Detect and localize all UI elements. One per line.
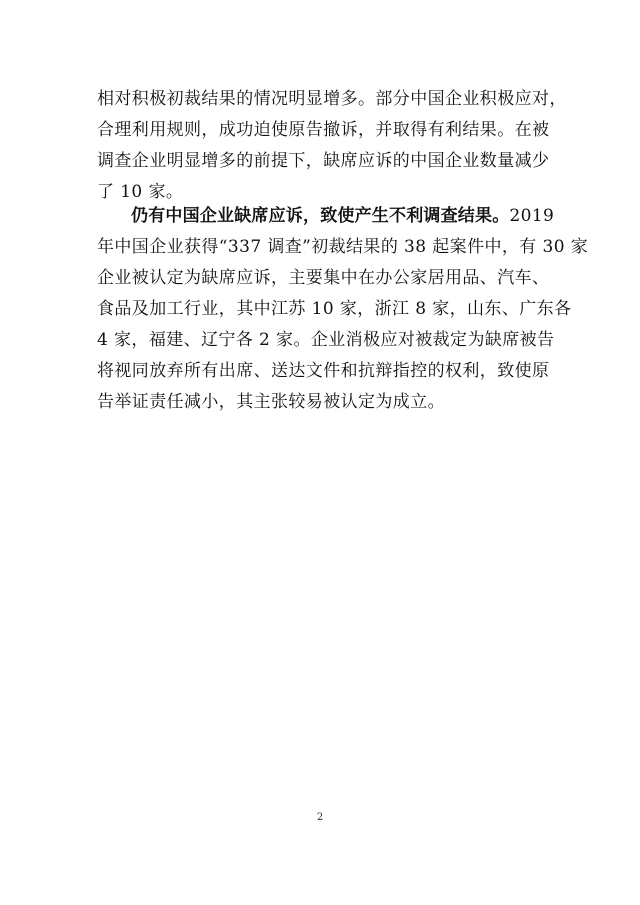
paragraph-line: 企业被认定为缺席应诉，主要集中在办公家居用品、汽车、 (97, 268, 550, 288)
paragraph-line: 合理利用规则，成功迫使原告撤诉，并取得有利结果。在被 (97, 120, 550, 140)
paragraph-line: 将视同放弃所有出席、送达文件和抗辩指控的权利，致使原 (97, 361, 550, 381)
paragraph-line-start: 2019 (509, 206, 555, 226)
paragraph-line: 调查企业明显增多的前提下，缺席应诉的中国企业数量减少 (97, 151, 550, 171)
paragraph-line: 告举证责任减小，其主张较易被认定为成立。 (97, 392, 445, 412)
paragraph-line: 了 10 家。 (97, 182, 184, 202)
paragraph-line: 年中国企业获得“337 调查”初裁结果的 38 起案件中，有 30 家 (97, 237, 589, 257)
paragraph-line: 4 家，福建、辽宁各 2 家。企业消极应对被裁定为缺席被告 (97, 330, 555, 350)
page-number: 2 (316, 812, 324, 823)
paragraph-line: 相对积极初裁结果的情况明显增多。部分中国企业积极应对， (97, 89, 567, 109)
paragraph-continued (97, 84, 567, 208)
paragraph-first-line (97, 201, 555, 232)
paragraph-line: 食品及加工行业，其中江苏 10 家，浙江 8 家，山东、广东各 (97, 299, 572, 319)
paragraph-absent-defense (97, 201, 589, 418)
paragraph-heading: 仍有中国企业缺席应诉，致使产生不利调查结果。 (131, 206, 510, 226)
